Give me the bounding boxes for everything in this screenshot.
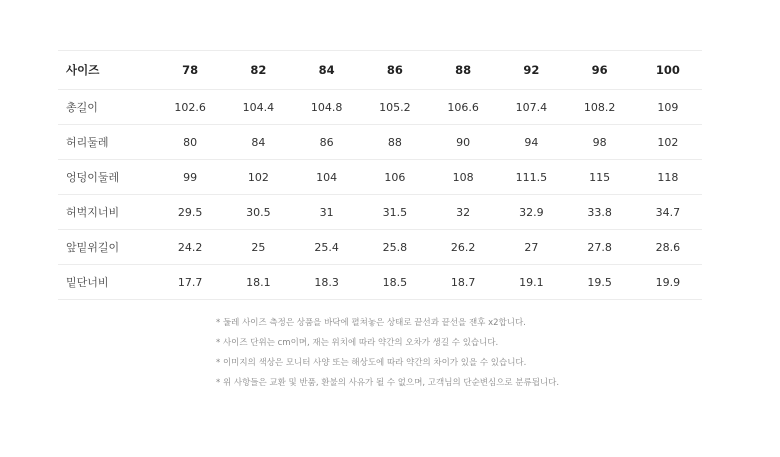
table-cell: 105.2 <box>361 90 429 125</box>
table-cell: 18.1 <box>224 265 292 300</box>
table-cell: 111.5 <box>497 160 565 195</box>
table-cell: 29.5 <box>156 195 224 230</box>
table-cell: 19.9 <box>634 265 702 300</box>
table-cell: 25.4 <box>293 230 361 265</box>
size-notes <box>216 313 559 393</box>
table-cell: 109 <box>634 90 702 125</box>
row-label: 엉덩이둘레 <box>58 160 156 195</box>
table-cell: 17.7 <box>156 265 224 300</box>
table-cell: 19.5 <box>566 265 634 300</box>
table-cell: 107.4 <box>497 90 565 125</box>
table-cell: 90 <box>429 125 497 160</box>
table-row <box>58 125 702 160</box>
table-cell: 32 <box>429 195 497 230</box>
table-row <box>58 90 702 125</box>
table-cell: 27 <box>497 230 565 265</box>
table-cell: 104 <box>293 160 361 195</box>
note-item: * 이미지의 색상은 모니터 사양 또는 해상도에 따라 약간의 차이가 있을 수 있습니다. <box>216 358 527 368</box>
table-cell: 34.7 <box>634 195 702 230</box>
table-cell: 102 <box>634 125 702 160</box>
table-cell: 98 <box>566 125 634 160</box>
size-col-header: 82 <box>224 51 292 90</box>
row-label: 허벅지너비 <box>58 195 156 230</box>
table-cell: 26.2 <box>429 230 497 265</box>
table-cell: 102.6 <box>156 90 224 125</box>
size-col-header: 100 <box>634 51 702 90</box>
row-label: 앞밑위길이 <box>58 230 156 265</box>
note-item: * 위 사항들은 교환 및 반품, 환불의 사유가 될 수 없으며, 고객님의 단순변심으로 분류됩니다. <box>216 378 560 388</box>
size-table-header <box>58 51 702 90</box>
table-cell: 31.5 <box>361 195 429 230</box>
size-table-body <box>58 90 702 300</box>
table-cell: 24.2 <box>156 230 224 265</box>
table-row <box>58 195 702 230</box>
size-col-header: 78 <box>156 51 224 90</box>
table-cell: 28.6 <box>634 230 702 265</box>
table-cell: 118 <box>634 160 702 195</box>
table-cell: 99 <box>156 160 224 195</box>
size-header-label: 사이즈 <box>58 51 156 90</box>
table-cell: 27.8 <box>566 230 634 265</box>
table-cell: 80 <box>156 125 224 160</box>
table-cell: 30.5 <box>224 195 292 230</box>
table-cell: 106.6 <box>429 90 497 125</box>
table-cell: 104.4 <box>224 90 292 125</box>
table-cell: 94 <box>497 125 565 160</box>
table-cell: 84 <box>224 125 292 160</box>
size-table <box>58 50 702 300</box>
table-cell: 115 <box>566 160 634 195</box>
table-cell: 18.3 <box>293 265 361 300</box>
table-cell: 31 <box>293 195 361 230</box>
size-col-header: 88 <box>429 51 497 90</box>
table-cell: 18.5 <box>361 265 429 300</box>
table-cell: 19.1 <box>497 265 565 300</box>
note-item: * 사이즈 단위는 cm이며, 재는 위치에 따라 약간의 오차가 생길 수 있습니다. <box>216 338 499 348</box>
row-label: 총길이 <box>58 90 156 125</box>
table-cell: 33.8 <box>566 195 634 230</box>
table-cell: 104.8 <box>293 90 361 125</box>
table-cell: 25 <box>224 230 292 265</box>
size-col-header: 96 <box>566 51 634 90</box>
row-label: 허리둘레 <box>58 125 156 160</box>
table-cell: 32.9 <box>497 195 565 230</box>
size-header-row <box>58 51 702 90</box>
table-row <box>58 160 702 195</box>
note-item: * 둘레 사이즈 측정은 상품을 바닥에 펼쳐놓은 상태로 끝선과 끝선을 잰후 x2합니다. <box>216 318 526 328</box>
table-row <box>58 265 702 300</box>
table-row <box>58 230 702 265</box>
table-cell: 108 <box>429 160 497 195</box>
table-cell: 106 <box>361 160 429 195</box>
size-col-header: 84 <box>293 51 361 90</box>
table-cell: 25.8 <box>361 230 429 265</box>
table-cell: 86 <box>293 125 361 160</box>
size-col-header: 92 <box>497 51 565 90</box>
table-cell: 18.7 <box>429 265 497 300</box>
size-col-header: 86 <box>361 51 429 90</box>
table-cell: 108.2 <box>566 90 634 125</box>
row-label: 밑단너비 <box>58 265 156 300</box>
table-cell: 88 <box>361 125 429 160</box>
table-cell: 102 <box>224 160 292 195</box>
